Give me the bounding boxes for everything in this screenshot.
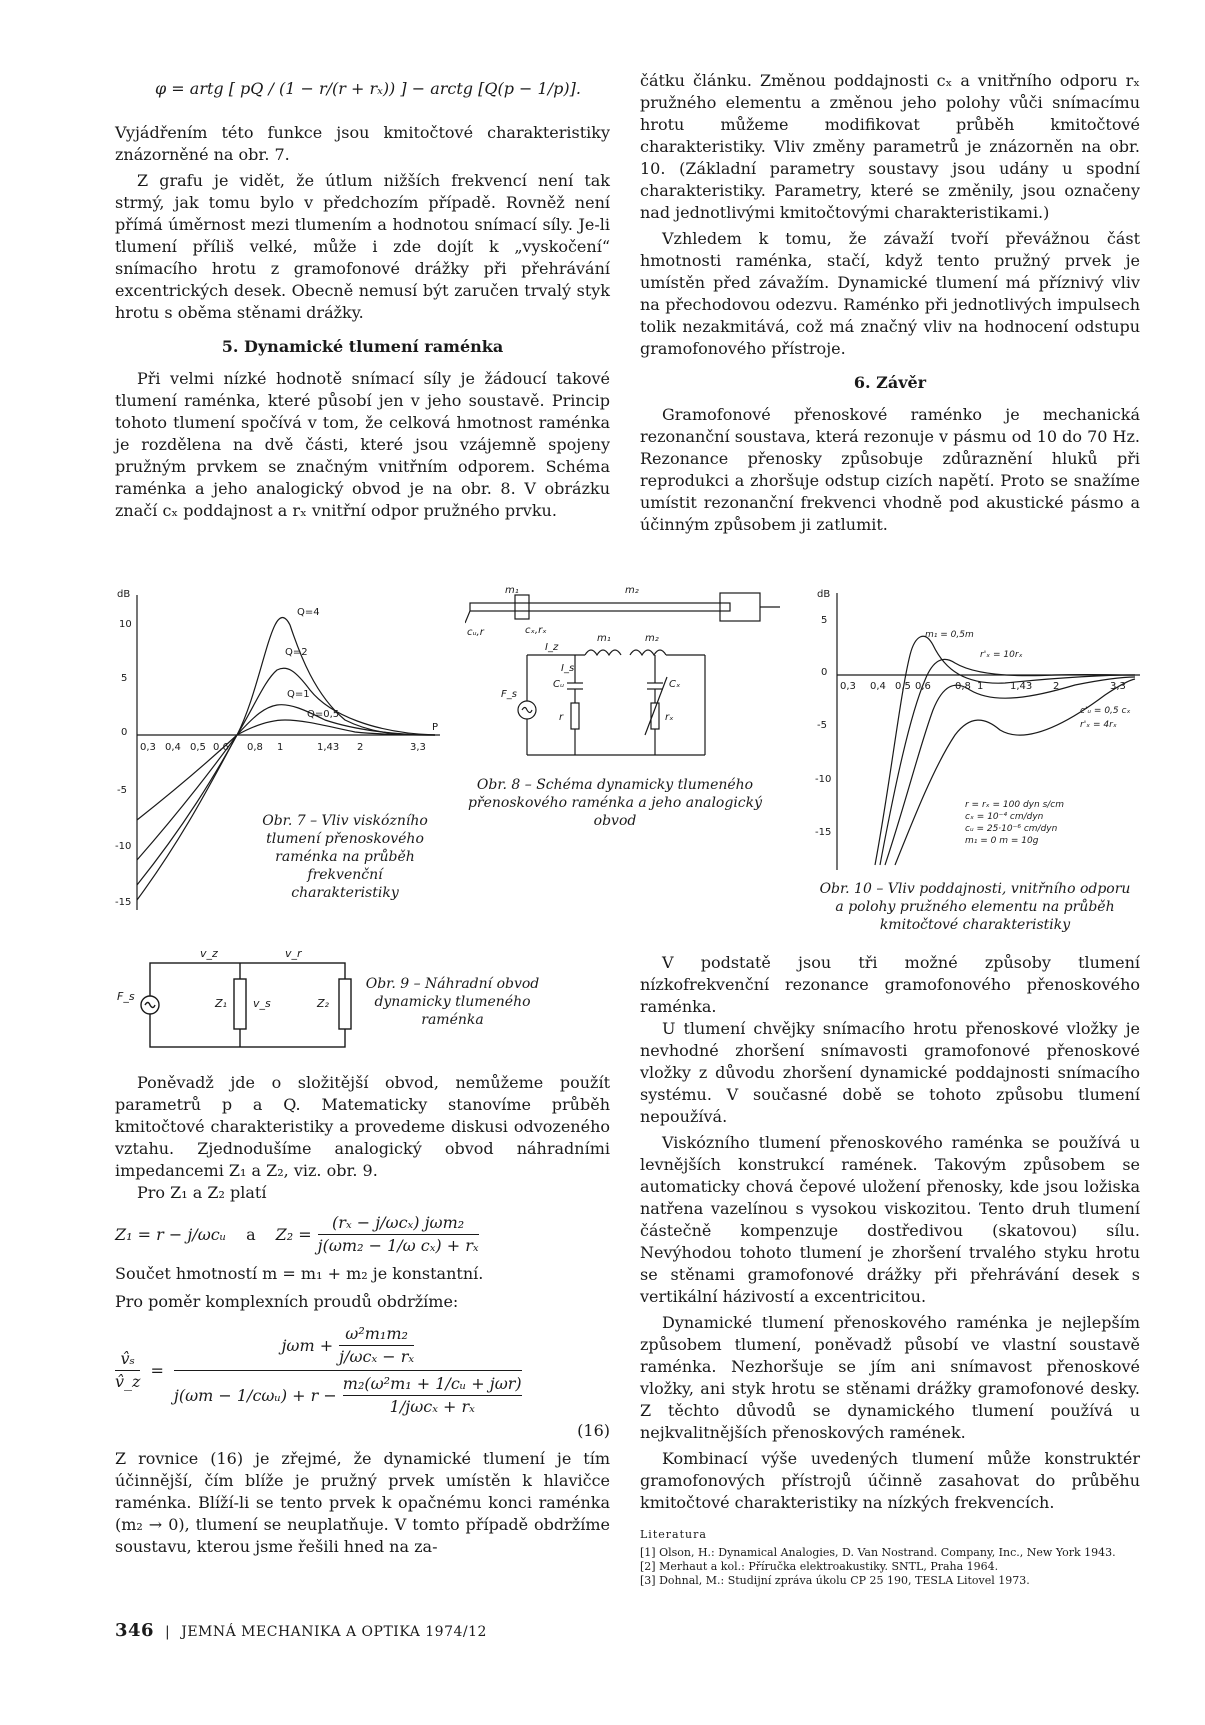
formula-and: a [246, 1224, 256, 1244]
y-tick: -10 [815, 774, 832, 785]
label-rx: rₓ [665, 712, 674, 723]
x-tick: 0,5 [895, 681, 911, 692]
x-tick: 2 [1053, 681, 1060, 692]
z2-numerator: (rₓ − j/ωcₓ) jωm₂ [332, 1213, 465, 1232]
y-tick: 0 [821, 667, 828, 678]
figure-9-caption: Obr. 9 – Náhradní obvod dynamicky tlumeného raménka [365, 976, 540, 1028]
y-tick: 5 [821, 615, 828, 626]
references [640, 1528, 1140, 1588]
paragraph: V podstatě jsou tři možné způsoby tlumení nízkofrekvenční rezonance gramofonového přenoskového raménka. [640, 953, 1140, 1016]
paragraph: Kombinací výše uvedených tlumení může konstruktér gramofonových přístrojů účinně zasahovat do průběhu kmitočtové charakteristiky na nízkých frekvencích. [640, 1449, 1140, 1512]
curve-label: c'ᵤ = 0,5 cₓ [1080, 706, 1131, 716]
formula-z1: Z₁ = r − j/ωcᵤ [115, 1224, 227, 1244]
x-tick: 2 [357, 742, 364, 753]
reference-item: [2] Merhaut a kol.: Příručka elektroakustiky. SNTL, Praha 1964. [640, 1560, 999, 1573]
curve-label-q05: Q=0,5 [307, 709, 340, 720]
curve-label: m₁ = 0,5m [925, 630, 974, 640]
tonearm-joint [515, 595, 529, 619]
y-tick: 0 [121, 727, 128, 738]
eq16-num-frac-num: ω²m₁m₂ [345, 1324, 408, 1343]
label-r: r [559, 712, 564, 723]
y-tick: -5 [817, 720, 827, 731]
label-cxrx: cₓ,rₓ [525, 625, 547, 636]
x-tick: 0,6 [915, 681, 931, 692]
circuit-outline [150, 963, 345, 1047]
impedance-z2 [339, 979, 351, 1029]
label-z2: Z₂ [317, 997, 329, 1010]
inductor-m2 [630, 650, 666, 655]
paragraph: Dynamické tlumení přenoskového raménka je nejlepším způsobem tlumení, poněvadž působí ve vlastní soustavě raménka. Nezhoršuje se jím ani snímavost přenoskové vložky, ani styk hrotu se stěnami drážky gramofonové desky. Z těchto důvodů se dynamického tlumení používá u nejkvalitnějších přenoskových ramének. [640, 1313, 1140, 1442]
curve-label-q1: Q=1 [287, 689, 310, 700]
x-tick: 1 [977, 681, 984, 692]
x-tick: 0,3 [140, 742, 156, 753]
figure-9-diagram [115, 945, 355, 1055]
figure-8-diagram [465, 585, 785, 765]
label-iz: I_z [545, 642, 559, 653]
right-column-top [640, 70, 1140, 536]
paragraph: Součet hmotností m = m₁ + m₂ je konstantní. [115, 1264, 484, 1283]
eq16-den-frac-den: 1/jωcₓ + rₓ [343, 1395, 522, 1418]
param-line: r = rₓ = 100 dyn s/cm [965, 800, 1064, 810]
label-fs: F_s [501, 689, 517, 700]
x-tick: 0,8 [955, 681, 971, 692]
paragraph: Pro Z₁ a Z₂ platí [137, 1183, 267, 1202]
paragraph: Gramofonové přenoskové raménko je mechanická rezonanční soustava, která rezonuje v pásmu od 10 do 70 Hz. Rezonance přenosky způsobuje zdůraznění hluků při reprodukci a zhoršuje odstup cizích napětí. Proto se snažíme umístit rezonanční frekvenci vhodně pod akustické pásmo a účinným způsobem ji zatlumit. [640, 405, 1141, 534]
y-tick: -10 [115, 841, 132, 852]
formula-z1-z2 [115, 1212, 610, 1257]
x-tick: 1 [277, 742, 284, 753]
page-footer [115, 1620, 487, 1641]
paragraph: Z rovnice (16) je zřejmé, že dynamické tlumení je tím účinnější, čím blíže je pružný prvek umístěn k hlavičce raménka. Blíží-li se tento prvek k opačnému konci raménka (m₂ → 0), tlumení se neuplatňuje. V tomto případě obdržíme soustavu, kterou jsme řešili hned na za- [115, 1449, 610, 1556]
left-column-bottom [115, 1072, 610, 1558]
x-tick: 1,43 [317, 742, 340, 753]
y-tick: -15 [815, 827, 832, 838]
paragraph: Z grafu je vidět, že útlum nižších frekvencí není tak strmý, jak tomu bylo v předchozím případě. Rovněž není přímá úměrnost mezi tlumením a hodnotou snímací síly. Je-li tlumení příliš velké, může i zde dojít k „vyskočení“ snímacího hrotu z gramofonové drážky při přehrávání excentrických desek. Obecně nemusí být zaručen trvalý styk hrotu s oběma stěnami drážky. [115, 171, 610, 322]
resistor-r [571, 703, 579, 729]
y-tick: 5 [121, 673, 128, 684]
equation-number: (16) [577, 1421, 610, 1440]
eq16-den-a: j(ωm − 1/cωᵤ) + r − [173, 1385, 337, 1405]
x-label: P [432, 722, 439, 733]
x-tick: 1,43 [1010, 681, 1033, 692]
param-line: cₓ = 10⁻⁴ cm/dyn [965, 812, 1044, 822]
y-tick: 10 [119, 619, 132, 630]
figure-7-caption: Obr. 7 – Vliv viskózního tlumení přenoskového raménka na průběh frekvenční charakteristiky [262, 813, 428, 901]
figure-8-caption: Obr. 8 – Schéma dynamicky tlumeného přenoskového raménka a jeho analogický obvod [467, 777, 763, 829]
label-m2: m₂ [625, 585, 639, 596]
curve-label-q4: Q=4 [297, 607, 320, 618]
x-tick: 3,3 [1110, 681, 1126, 692]
paragraph: Vzhledem k tomu, že závaží tvoří převážnou část hmotnosti raménka, stačí, když tento pružný prvek je umístěn před závažím. Dynamické tlumení má příznivý vliv na přechodovou odezvu. Raménko při jednotlivých impulsech tolik nezakmitává, což má značný vliv na hodnocení odstupu gramofonového přístroje. [640, 229, 1140, 358]
curve-label: r'ₓ = 4rₓ [1080, 720, 1117, 730]
eq16-num-frac-den: j/ωcₓ − rₓ [339, 1347, 415, 1366]
paragraph: Pro poměr komplexních proudů obdržíme: [115, 1292, 459, 1311]
paragraph: Viskózního tlumení přenoskového raménka se používá u levnějších konstrukcí ramének. Takovým způsobem se automaticky chová čepové uložení přenosky, kde jsou ložiska natřena vazelínou s vysokou viskozitou. Tento druh tlumení částečně kompenzuje dostředivou (skatovou) sílu. Nevýhodou tohoto tlumení je zhoršení trvalého styku hrotu se stěnami gramofonové drážky při přehrávání desek s vertikální házivostí a excentricitou. [640, 1133, 1140, 1306]
curve-label-q2: Q=2 [285, 647, 308, 658]
paragraph: Vyjádřením této funkce jsou kmitočtové charakteristiky znázorněné na obr. 7. [115, 123, 610, 164]
y-tick: -5 [117, 785, 127, 796]
tonearm-counterweight [720, 593, 760, 621]
paragraph: Při velmi nízké hodnotě snímací síly je žádoucí takové tlumení raménka, které působí jen v jeho soustavě. Princip tohoto tlumení spočívá v tom, že celková hmotnost raménka je rozdělena na dvě části, které jsou vzájemně spojeny pružným prvkem se značným vnitřním odporem. Schéma raménka a jeho analogický obvod je na obr. 8. V obrázku značí cₓ poddajnost a rₓ vnitřní odpor pružného prvku. [115, 369, 610, 520]
y-unit: dB [817, 589, 831, 600]
x-tick: 0,4 [870, 681, 886, 692]
figure-10-caption: Obr. 10 – Vliv poddajnosti, vnitřního odporu a polohy pružného elementu na průběh kmitočtové charakteristiky [819, 881, 1131, 933]
curve-label: r'ₓ = 10rₓ [980, 650, 1023, 660]
param-line: cᵤ = 25·10⁻⁶ cm/dyn [965, 824, 1058, 834]
eq16-lhs [115, 1348, 140, 1393]
paragraph: čátku článku. Změnou poddajnosti cₓ a vnitřního odporu rₓ pružného elementu a změnou jeho polohy vůči snímacímu hrotu můžeme modifikovat průběh kmitočtové charakteristiky. Vliv změny parametrů je znázorněn na obr. 10. (Základní parametry soustavy jsou udány u spodní charakteristiky. Parametry, které se změnily, jsou označeny nad jednotlivými kmitočtovými charakteristikami.) [640, 71, 1140, 222]
label-m2-circuit: m₂ [645, 633, 659, 644]
tonearm-bar [470, 603, 730, 611]
left-column-top [115, 78, 610, 522]
x-tick: 0,3 [840, 681, 856, 692]
label-z1: Z₁ [215, 997, 227, 1010]
x-tick: 0,4 [165, 742, 181, 753]
x-tick: 0,5 [190, 742, 206, 753]
page-number: 346 [115, 1620, 155, 1641]
eq16-lhs-num: v̂ₛ [120, 1349, 135, 1368]
label-vz: v_z [200, 947, 218, 960]
figure-10-chart [815, 585, 1145, 875]
inductor-m1 [585, 650, 621, 655]
x-tick: 3,3 [410, 742, 426, 753]
z2-denominator: j(ωm₂ − 1/ω cₓ) + rₓ [317, 1236, 479, 1255]
impedance-z1 [234, 979, 246, 1029]
param-line: m₁ = 0 m = 10g [965, 836, 1039, 846]
label-cur: cᵤ,r [467, 627, 484, 638]
y-tick: -15 [115, 897, 132, 908]
eq16-num-a: jωm + [281, 1335, 334, 1355]
x-tick: 0,6 [213, 742, 229, 753]
formula-z2-left: Z₂ = [275, 1224, 312, 1244]
journal-name: JEMNÁ MECHANIKA A OPTIKA 1974/12 [181, 1624, 487, 1640]
label-vs: v_s [253, 997, 271, 1010]
formula-phi: φ = artg [ pQ / (1 − r/(r + rₓ)) ] − arctg [Q(p − 1/p)]. [155, 79, 581, 98]
eq16-rhs [174, 1323, 522, 1418]
label-m1-circuit: m₁ [597, 633, 611, 644]
section-heading: 6. Závěr [853, 373, 927, 392]
paragraph: Poněvadž jde o složitější obvod, nemůžeme použít parametrů p a Q. Matematicky stanovíme průběh kmitočtové charakteristiky a provedeme diskusi odvozeného vztahu. Zjednodušíme analogický obvod náhradními impedancemi Z₁ a Z₂, viz. obr. 9. [115, 1073, 610, 1180]
equation-16: $\frac{\text{v̂ₛ}}{v̂\_z}$ = jωm + ω²m₁m₂ j/ωcₓ − rₓ j(ωm − 1/cωᵤ) + r − m₂(ω²m₁ + 1/cᵤ + jωr) 1/jωcₓ + rₓ [115, 1324, 522, 1416]
footer-separator: | [165, 1624, 171, 1640]
label-cx: Cₓ [669, 679, 681, 690]
paragraph: U tlumení chvějky snímacího hrotu přenoskové vložky je nevhodné zhoršení snímavosti gramofonové přenoskové vložky z důvodu zhoršení dynamické poddajnosti snímacího systému. V současné době se tohoto způsobu tlumení nepoužívá. [640, 1019, 1140, 1126]
reference-item: [1] Olson, H.: Dynamical Analogies, D. Van Nostrand. Company, Inc., New York 1943. [640, 1546, 1116, 1559]
label-is: I_s [561, 663, 575, 674]
section-heading: 5. Dynamické tlumení raménka [221, 337, 504, 356]
label-cu: Cᵤ [553, 679, 565, 690]
eq16-lhs-den: v̂_z [115, 1372, 141, 1391]
y-unit: dB [117, 589, 131, 600]
label-m1: m₁ [505, 585, 519, 596]
reference-item: [3] Dohnal, M.: Studijní zpráva úkolu CP 25 190, TESLA Litovel 1973. [640, 1574, 1030, 1587]
references-heading: Literatura [640, 1528, 707, 1541]
formula-z2-fraction [318, 1212, 479, 1257]
label-vr: v_r [285, 947, 302, 960]
right-column-bottom [640, 952, 1140, 1588]
eq16-den-frac-num: m₂(ω²m₁ + 1/cᵤ + jωr) [342, 1374, 522, 1393]
label-fs: F_s [117, 990, 135, 1003]
x-tick: 0,8 [247, 742, 263, 753]
